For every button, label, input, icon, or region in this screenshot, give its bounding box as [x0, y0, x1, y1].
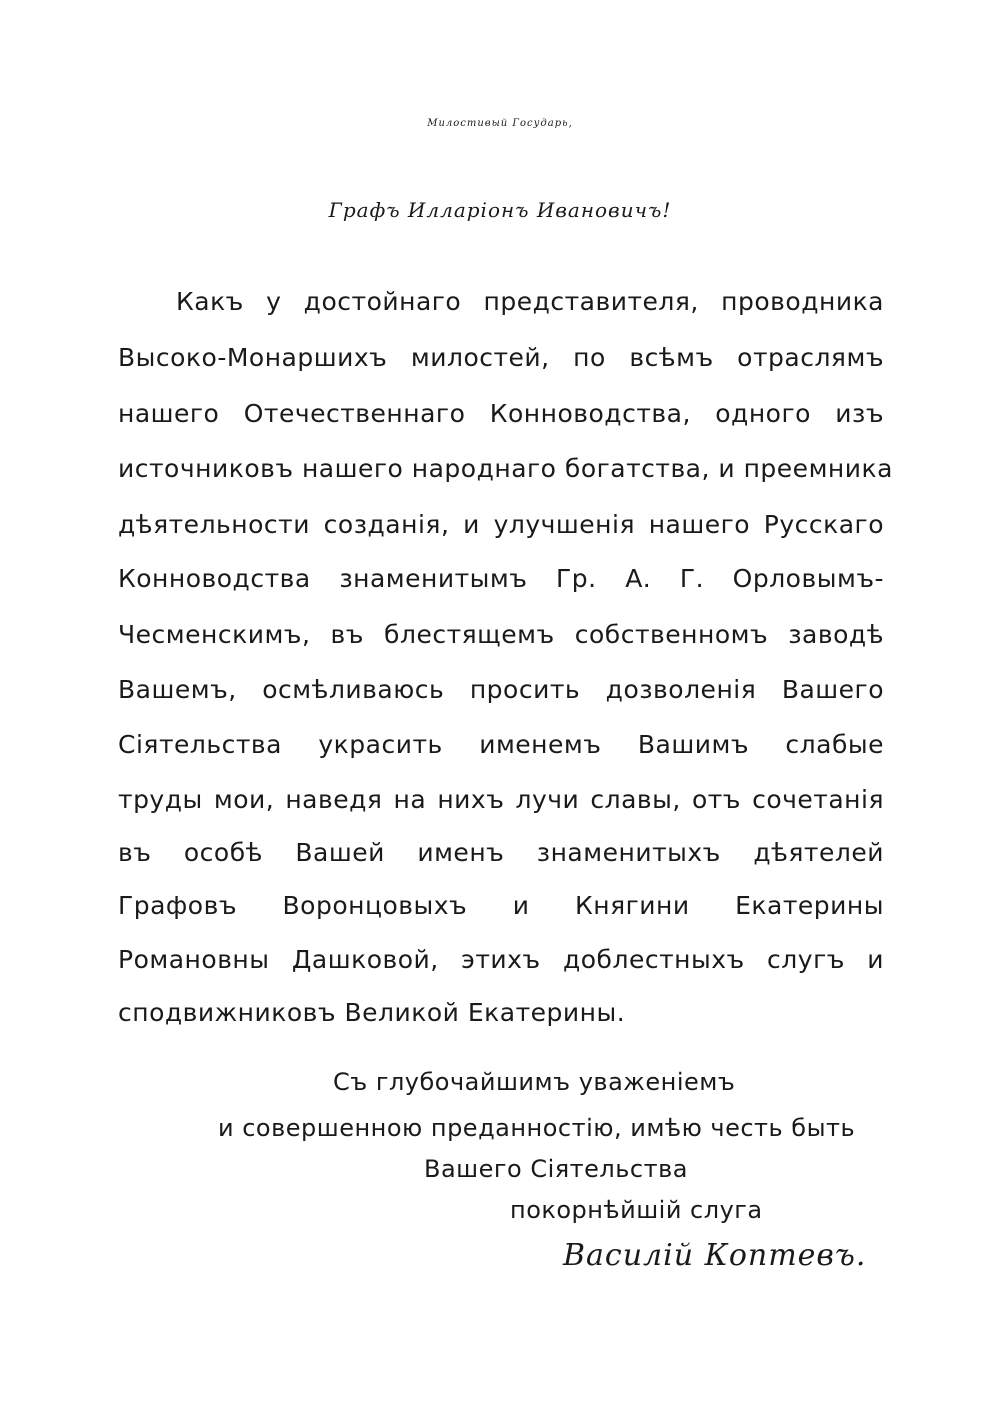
body-line: Конноводства знаменитымъ Гр. А. Г. Орловымъ- [118, 564, 884, 593]
body-line: дѣятельности созданія, и улучшенія нашего Русскаго [118, 510, 884, 539]
closing-line-2: и совершенною преданностію, имѣю честь быть [218, 1114, 856, 1142]
body-line: Какъ у достойнаго представителя, проводника [176, 287, 884, 316]
closing-line-4: покорнѣйшій слуга [510, 1196, 763, 1224]
body-line: Вашемъ, осмѣливаюсь просить дозволенія Вашего [118, 675, 884, 704]
body-line: сподвижниковъ Великой Екатерины. [118, 998, 626, 1027]
body-line: источниковъ нашего народнаго богатства, и преемника [118, 454, 893, 483]
body-line: въ особѣ Вашей именъ знаменитыхъ дѣятелей [118, 838, 884, 867]
body-line: Высоко-Монаршихъ милостей, по всѣмъ отраслямъ [118, 343, 884, 372]
body-line: труды мои, наведя на нихъ лучи славы, отъ сочетанія [118, 785, 884, 814]
body-line: Чесменскимъ, въ блестящемъ собственномъ заводѣ [118, 620, 884, 649]
signature: Василій Коптевъ. [563, 1238, 867, 1273]
body-line: Графовъ Воронцовыхъ и Княгини Екатерины [118, 891, 884, 920]
body-line: Сіятельства украсить именемъ Вашимъ слабые [118, 730, 884, 759]
salutation-line-2: Графъ Илларіонъ Ивановичъ! [328, 198, 672, 222]
body-line: нашего Отечественнаго Конноводства, одного изъ [118, 399, 884, 428]
closing-line-1: Съ глубочайшимъ уваженіемъ [333, 1068, 736, 1096]
body-line: Романовны Дашковой, этихъ доблестныхъ слугъ и [118, 945, 884, 974]
closing-line-3: Вашего Сіятельства [424, 1155, 688, 1183]
salutation-line-1: Милостивый Государь, [427, 118, 573, 129]
